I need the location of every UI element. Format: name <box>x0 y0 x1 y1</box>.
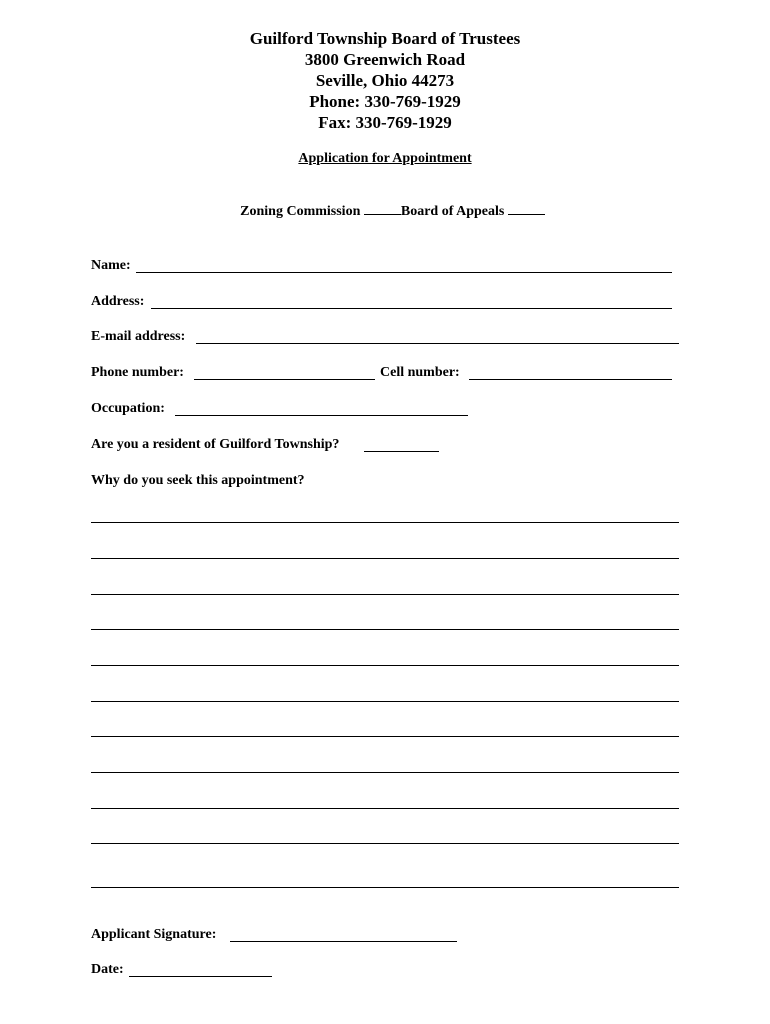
fax-line: Fax: 330-769-1929 <box>318 113 452 132</box>
signature-label: Applicant Signature: <box>91 927 217 942</box>
appointment-type-row <box>0 204 770 220</box>
why-answer-line[interactable] <box>91 772 679 773</box>
why-field <box>91 472 305 490</box>
address-label: Address: <box>91 294 145 309</box>
occupation-input-line[interactable] <box>175 415 468 416</box>
phone-input-line[interactable] <box>194 379 375 380</box>
date-field <box>91 961 124 979</box>
zoning-commission-label: Zoning Commission <box>240 204 361 219</box>
why-answer-line[interactable] <box>91 887 679 888</box>
street-address: 3800 Greenwich Road <box>304 50 466 69</box>
cell-input-line[interactable] <box>469 379 672 380</box>
why-answer-line[interactable] <box>91 736 679 737</box>
zoning-commission-blank[interactable] <box>364 204 401 215</box>
board-of-appeals-blank[interactable] <box>508 204 545 215</box>
cell-field <box>380 364 460 382</box>
address-input-line[interactable] <box>151 308 672 309</box>
name-input-line[interactable] <box>136 272 672 273</box>
why-answer-line[interactable] <box>91 665 679 666</box>
cell-label: Cell number: <box>380 365 460 380</box>
occupation-label: Occupation: <box>91 401 165 416</box>
phone-label: Phone number: <box>91 365 184 380</box>
signature-field <box>91 926 216 944</box>
signature-input-line[interactable] <box>230 941 457 942</box>
resident-field <box>91 436 339 454</box>
form-title: Application for Appointment <box>298 151 472 166</box>
occupation-field <box>91 400 165 418</box>
why-answer-line[interactable] <box>91 594 679 595</box>
phone-line: Phone: 330-769-1929 <box>309 92 461 111</box>
why-answer-line[interactable] <box>91 629 679 630</box>
why-answer-line[interactable] <box>91 558 679 559</box>
document-header <box>0 28 770 133</box>
resident-input-line[interactable] <box>364 451 439 452</box>
name-label: Name: <box>91 258 131 273</box>
date-input-line[interactable] <box>129 976 272 977</box>
org-name: Guilford Township Board of Trustees <box>249 29 521 48</box>
resident-label: Are you a resident of Guilford Township? <box>91 437 340 452</box>
city-state-zip: Seville, Ohio 44273 <box>315 71 455 90</box>
email-field <box>91 328 185 346</box>
board-of-appeals-label: Board of Appeals <box>400 204 505 219</box>
email-input-line[interactable] <box>196 343 679 344</box>
address-field <box>91 293 144 311</box>
phone-field <box>91 364 184 382</box>
why-answer-line[interactable] <box>91 808 679 809</box>
name-field <box>91 257 131 275</box>
why-label: Why do you seek this appointment? <box>91 473 305 488</box>
why-answer-line[interactable] <box>91 701 679 702</box>
email-label: E-mail address: <box>91 329 186 344</box>
why-answer-line[interactable] <box>91 843 679 844</box>
date-label: Date: <box>91 962 124 977</box>
why-answer-line[interactable] <box>91 522 679 523</box>
